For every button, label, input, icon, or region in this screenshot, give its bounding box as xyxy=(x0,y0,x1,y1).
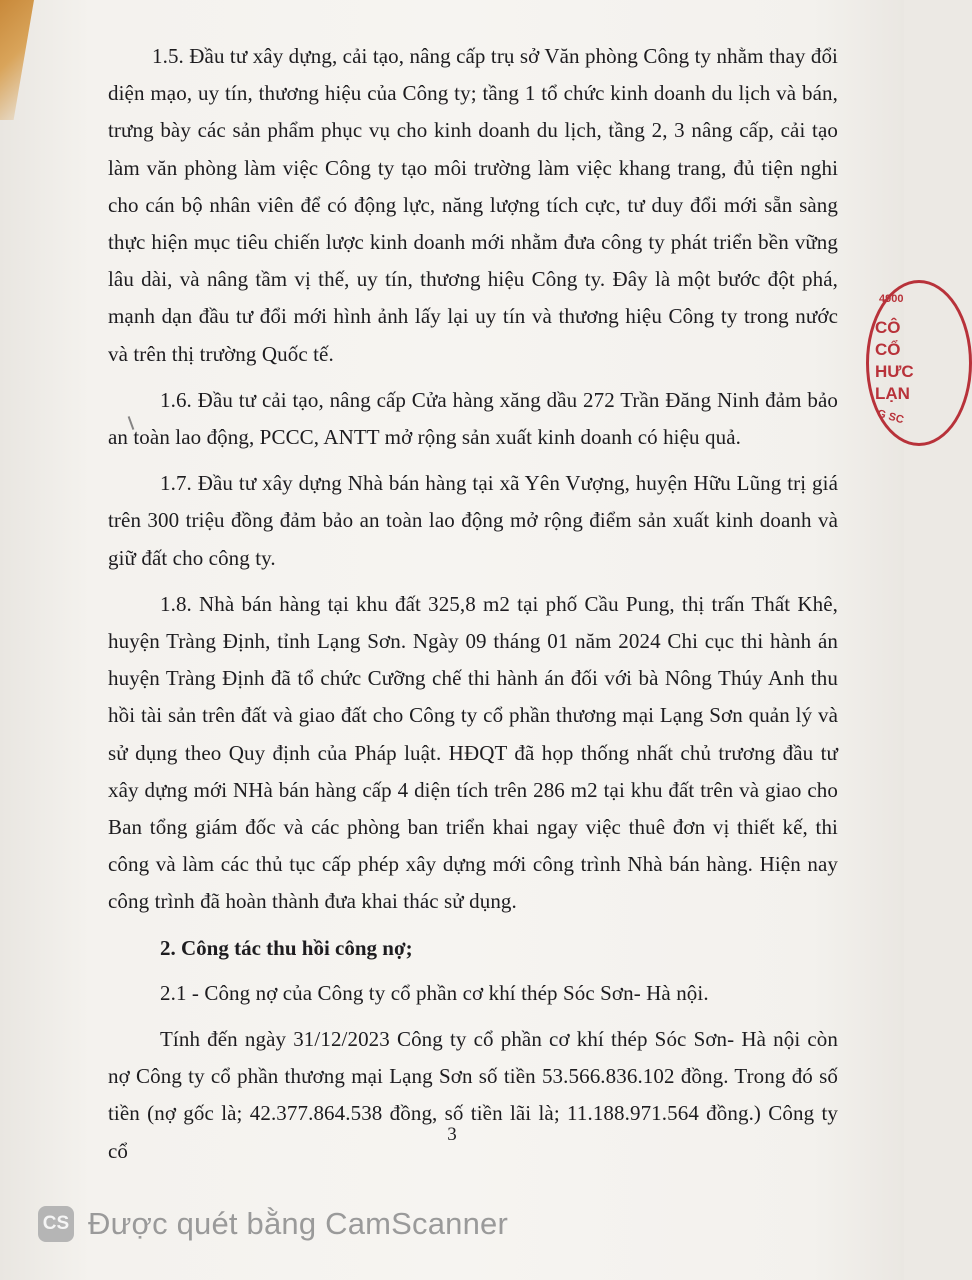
stamp-line: HƯC xyxy=(875,362,914,381)
page-edge-shadow xyxy=(0,0,34,120)
stamp-line: LẠN xyxy=(875,384,910,403)
paragraph-2-1: 2.1 - Công nợ của Công ty cổ phần cơ khí thép Sóc Sơn- Hà nội. xyxy=(160,980,709,1005)
watermark-text: Được quét bằng CamScanner xyxy=(88,1206,509,1241)
stamp-line: CÔ xyxy=(875,318,901,337)
stamp-center-text xyxy=(875,317,914,405)
company-seal-stamp xyxy=(866,280,972,446)
document-body xyxy=(108,38,838,1179)
paragraph-1-8: 1.8. Nhà bán hàng tại khu đất 325,8 m2 tại phố Cầu Pung, thị trấn Thất Khê, huyện Tràng Định, tỉnh Lạng Sơn. Ngày 09 tháng 01 năm 2024 Chi cục thi hành án huyện Tràng Định đã tổ chức Cưỡng chế thi hành án đối với bà Nông Thúy Anh thu hồi tài sản trên đất và giao đất cho Công ty cổ phần thương mại Lạng Sơn quản lý và sử dụng theo Quy định của Pháp luật. HĐQT đã họp thống nhất chủ trương đầu tư xây dựng mới NHà bán hàng cấp 4 diện tích trên 286 m2 tại khu đất trên và giao cho Ban tổng giám đốc và các phòng ban triển khai ngay việc thuê đơn vị thiết kế, thi công và làm các thủ tục cấp phép xây dựng mới công trình Nhà bán hàng. Hiện nay công trình đã hoàn thành đưa khai thác sử dụng. xyxy=(108,591,838,914)
section-heading-2: 2. Công tác thu hồi công nợ; xyxy=(160,935,413,960)
stamp-bottom-text: G SC xyxy=(875,407,906,427)
stamp-line: CỔ xyxy=(875,340,901,359)
camscanner-watermark xyxy=(38,1206,508,1242)
page-number: 3 xyxy=(447,1124,457,1145)
paragraph-2-1-detail: Tính đến ngày 31/12/2023 Công ty cổ phần cơ khí thép Sóc Sơn- Hà nội còn nợ Công ty cổ phần thương mại Lạng Sơn số tiền 53.566.836.102 đồng. Trong đó số tiền (nợ gốc là; 42.377.864.538 đồng, số tiền lãi là; 11.188.971.564 đồng.) Công ty cổ xyxy=(108,1027,838,1163)
paragraph-1-5: 1.5. Đầu tư xây dựng, cải tạo, nâng cấp trụ sở Văn phòng Công ty nhằm thay đổi diện mạo, uy tín, thương hiệu của Công ty; tầng 1 tổ chức kinh doanh du lịch và bán, trưng bày các sản phẩm phục vụ cho kinh doanh du lịch, tầng 2, 3 nâng cấp, cải tạo làm văn phòng làm việc Công ty tạo môi trường làm việc khang trang, đủ tiện nghi cho cán bộ nhân viên để có động lực, năng lượng tích cực, tư duy đổi mới sẵn sàng thực hiện mục tiêu chiến lược kinh doanh mới nhằm đưa công ty phát triển bền vững lâu dài, và nâng tầm vị thế, uy tín, thương hiệu Công ty. Đây là một bước đột phá, mạnh dạn đầu tư đổi mới hình ảnh lấy lại uy tín và thương hiệu Công ty trong nước và trên thị trường Quốc tế. xyxy=(108,44,838,366)
camscanner-logo-icon: CS xyxy=(38,1206,74,1242)
stamp-top-text: 4900 xyxy=(879,293,904,305)
paragraph-1-6: 1.6. Đầu tư cải tạo, nâng cấp Cửa hàng xăng dầu 272 Trần Đăng Ninh đảm bảo an toàn lao động, PCCC, ANTT mở rộng sản xuất kinh doanh có hiệu quả. xyxy=(108,387,838,450)
paragraph-1-7: 1.7. Đầu tư xây dựng Nhà bán hàng tại xã Yên Vượng, huyện Hữu Lũng trị giá trên 300 triệu đồng đảm bảo an toàn lao động mở rộng điểm sản xuất kinh doanh và giữ đất cho công ty. xyxy=(108,471,838,570)
